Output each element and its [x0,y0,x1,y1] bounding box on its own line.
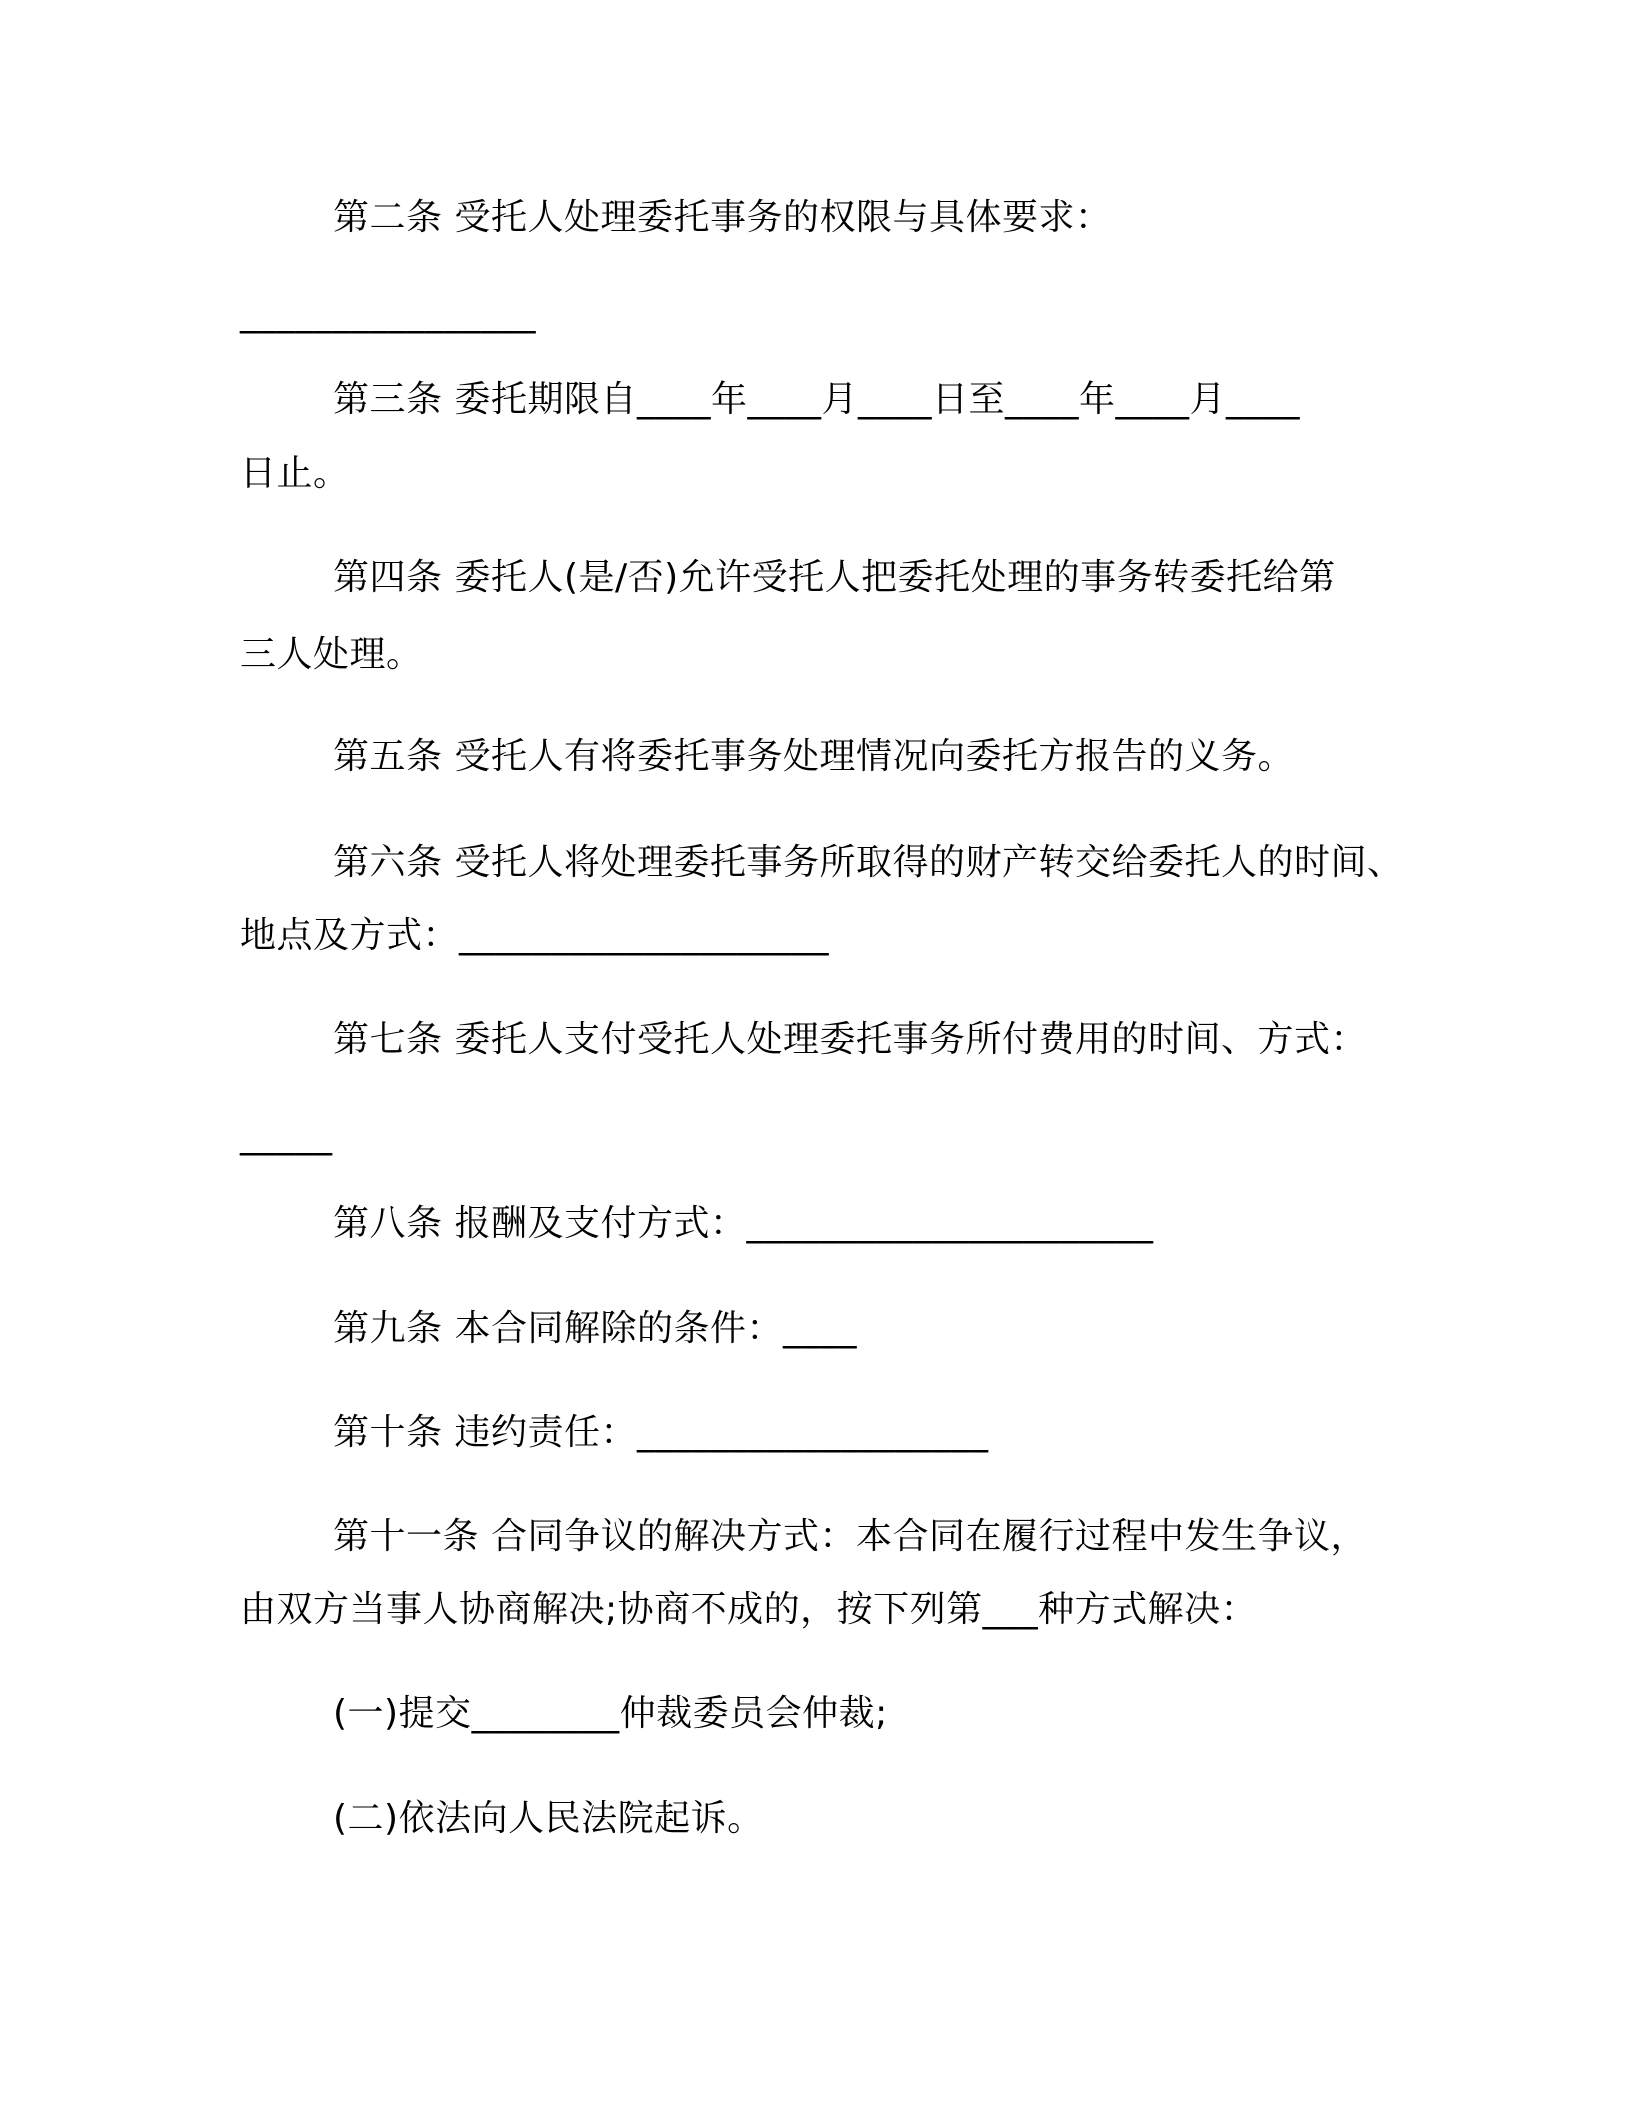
dispute-option-1: (一)提交________仲裁委员会仲裁; [333,1693,888,1734]
article-9-text: 第九条 本合同解除的条件：____ [333,1308,857,1349]
article-8-text: 第八条 报酬及支付方式：______________________ [333,1203,1154,1244]
article-6-continuation: 地点及方式：____________________ [240,915,830,956]
article-4-text: 第四条 委托人(是/否)允许受托人把委托处理的事务转委托给第 [333,557,1336,598]
article-7-blank: _____ [240,1115,333,1156]
article-10-text: 第十条 违约责任：___________________ [333,1412,989,1453]
article-4-continuation: 三人处理。 [240,634,423,675]
article-11-continuation: 由双方当事人协商解决;协商不成的，按下列第___种方式解决： [240,1589,1258,1630]
article-3-text: 第三条 委托期限自____年____月____日至____年____月____ [333,379,1300,420]
article-2-blank: ________________ [240,293,536,334]
article-6-text: 第六条 受托人将处理委托事务所取得的财产转交给委托人的时间、 [333,842,1404,883]
article-5-text: 第五条 受托人有将委托事务处理情况向委托方报告的义务。 [333,736,1294,777]
article-11-text: 第十一条 合同争议的解决方式：本合同在履行过程中发生争议， [333,1516,1367,1557]
dispute-option-2: (二)依法向人民法院起诉。 [333,1798,764,1839]
article-7-text: 第七条 委托人支付受托人处理委托事务所付费用的时间、方式： [333,1019,1367,1060]
article-3-continuation: 日止。 [240,453,350,494]
article-2-text: 第二条 受托人处理委托事务的权限与具体要求： [333,197,1112,238]
